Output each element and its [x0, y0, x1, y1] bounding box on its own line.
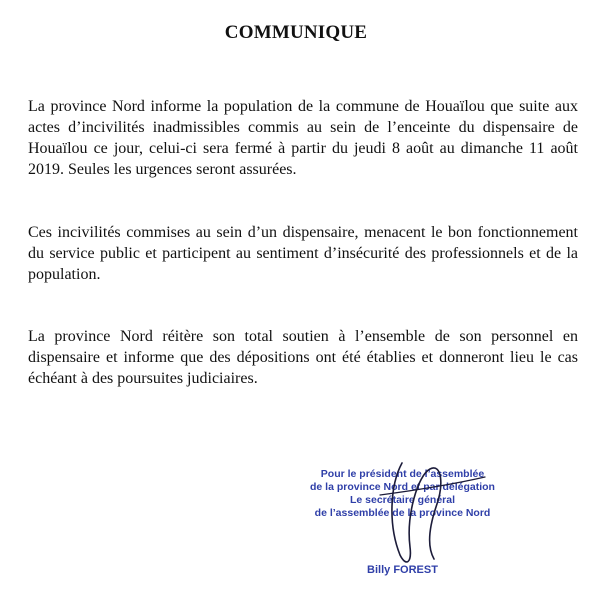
paragraph-closure-notice: La province Nord informe la population de la commune de Houaïlou que suite aux actes d’incivilités inadmissibles commis au sein de l’enceinte du dispensaire de Houaïlou ce jour, celui-ci sera fermé à partir du jeudi 8 août au dimanche 11 août 2019. Seules les urgences seront assurées. [28, 98, 578, 178]
stamp-line-2: de la province Nord et par délégation [310, 481, 495, 493]
paragraph-support: La province Nord réitère son total soutien à l’ensemble de son personnel en dispensaire et informe que des dépositions ont été établies et donneront lieu le cas échéant à des poursuites judiciaires. [28, 328, 578, 387]
stamp-line-4: de l’assemblée de la province Nord [314, 507, 491, 519]
signatory-name: Billy FOREST [367, 564, 438, 576]
stamp-line-1: Pour le président de l’assemblée [320, 468, 485, 480]
official-stamp [285, 468, 520, 588]
paragraph-incivilities: Ces incivilités commises au sein d’un dispensaire, menacent le bon fonctionnement du service public et participent au sentiment d’insécurité des professionnels et de la population. [28, 224, 578, 283]
document-title: COMMUNIQUE [224, 22, 368, 43]
stamp-line-3: Le secrétaire général [349, 494, 456, 506]
